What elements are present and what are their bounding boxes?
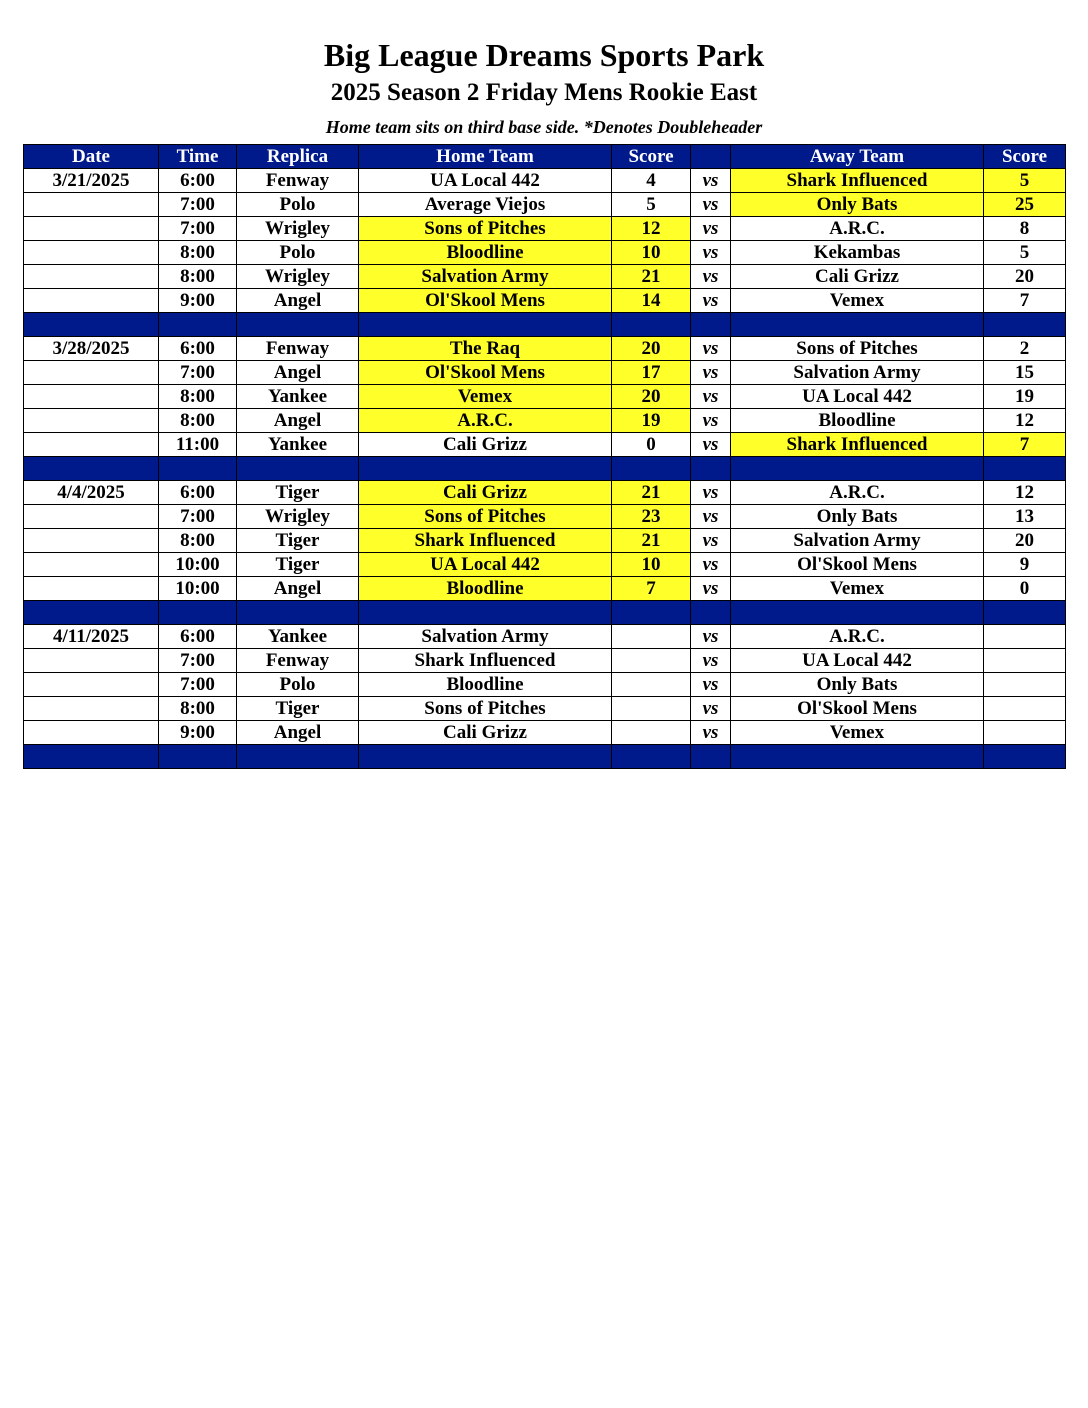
replica-cell: Angel [237, 577, 359, 601]
vs-label: vs [691, 265, 731, 289]
replica-cell: Angel [237, 409, 359, 433]
date-cell [24, 697, 159, 721]
col-header-time: Time [159, 145, 237, 169]
away-score-cell: 7 [984, 433, 1066, 457]
col-header-away-score: Score [984, 145, 1066, 169]
home-score-cell [612, 649, 691, 673]
separator-cell [612, 601, 691, 625]
date-cell [24, 433, 159, 457]
home-score-cell: 5 [612, 193, 691, 217]
separator-cell [24, 745, 159, 769]
away-score-cell: 15 [984, 361, 1066, 385]
home-team-cell: Salvation Army [359, 625, 612, 649]
replica-cell: Yankee [237, 385, 359, 409]
home-score-cell: 10 [612, 553, 691, 577]
game-row [24, 697, 1066, 721]
col-header-away-team: Away Team [731, 145, 984, 169]
game-row [24, 577, 1066, 601]
home-team-cell: Bloodline [359, 241, 612, 265]
away-score-cell: 0 [984, 577, 1066, 601]
away-team-cell: Shark Influenced [731, 169, 984, 193]
home-team-cell: Bloodline [359, 673, 612, 697]
home-score-cell: 17 [612, 361, 691, 385]
replica-cell: Tiger [237, 553, 359, 577]
away-team-cell: A.R.C. [731, 625, 984, 649]
home-score-cell [612, 625, 691, 649]
time-cell: 10:00 [159, 577, 237, 601]
away-team-cell: Salvation Army [731, 361, 984, 385]
page-subtitle: 2025 Season 2 Friday Mens Rookie East [330, 79, 758, 106]
vs-label: vs [691, 673, 731, 697]
game-row [24, 409, 1066, 433]
home-score-cell: 12 [612, 217, 691, 241]
away-score-cell: 7 [984, 289, 1066, 313]
separator-cell [731, 457, 984, 481]
home-team-cell: The Raq [359, 337, 612, 361]
replica-cell: Wrigley [237, 217, 359, 241]
col-header-date: Date [24, 145, 159, 169]
home-score-cell: 10 [612, 241, 691, 265]
separator-cell [359, 745, 612, 769]
time-cell: 8:00 [159, 697, 237, 721]
separator-cell [359, 601, 612, 625]
time-cell: 11:00 [159, 433, 237, 457]
date-cell [24, 289, 159, 313]
home-team-cell: Cali Grizz [359, 481, 612, 505]
separator-cell [612, 745, 691, 769]
away-team-cell: Sons of Pitches [731, 337, 984, 361]
replica-cell: Yankee [237, 625, 359, 649]
home-score-cell: 21 [612, 481, 691, 505]
time-cell: 6:00 [159, 625, 237, 649]
time-cell: 7:00 [159, 361, 237, 385]
game-row [24, 721, 1066, 745]
vs-label: vs [691, 289, 731, 313]
away-team-cell: Only Bats [731, 505, 984, 529]
date-cell [24, 217, 159, 241]
home-score-cell: 23 [612, 505, 691, 529]
away-score-cell: 20 [984, 265, 1066, 289]
time-cell: 6:00 [159, 169, 237, 193]
replica-cell: Wrigley [237, 265, 359, 289]
home-score-cell [612, 697, 691, 721]
vs-label: vs [691, 385, 731, 409]
game-row [24, 625, 1066, 649]
home-score-cell: 20 [612, 337, 691, 361]
date-cell [24, 385, 159, 409]
date-cell [24, 409, 159, 433]
home-team-cell: Cali Grizz [359, 721, 612, 745]
vs-label: vs [691, 625, 731, 649]
game-row [24, 337, 1066, 361]
away-team-cell: UA Local 442 [731, 649, 984, 673]
game-row [24, 481, 1066, 505]
date-cell [24, 649, 159, 673]
time-cell: 7:00 [159, 193, 237, 217]
away-team-cell: Only Bats [731, 193, 984, 217]
week-separator-row [24, 457, 1066, 481]
separator-cell [159, 601, 237, 625]
home-score-cell: 21 [612, 265, 691, 289]
game-row [24, 169, 1066, 193]
time-cell: 7:00 [159, 673, 237, 697]
game-row [24, 505, 1066, 529]
home-team-cell: UA Local 442 [359, 169, 612, 193]
date-cell [24, 673, 159, 697]
away-team-cell: UA Local 442 [731, 385, 984, 409]
week-separator-row [24, 745, 1066, 769]
col-header-home-team: Home Team [359, 145, 612, 169]
home-score-cell: 20 [612, 385, 691, 409]
week-separator-row [24, 313, 1066, 337]
col-header-home-score: Score [612, 145, 691, 169]
away-team-cell: Only Bats [731, 673, 984, 697]
vs-label: vs [691, 649, 731, 673]
vs-label: vs [691, 553, 731, 577]
vs-label: vs [691, 241, 731, 265]
vs-label: vs [691, 505, 731, 529]
replica-cell: Polo [237, 193, 359, 217]
game-row [24, 361, 1066, 385]
home-score-cell: 14 [612, 289, 691, 313]
away-score-cell: 19 [984, 385, 1066, 409]
date-cell [24, 241, 159, 265]
replica-cell: Fenway [237, 169, 359, 193]
date-cell: 4/4/2025 [24, 481, 159, 505]
away-team-cell: A.R.C. [731, 481, 984, 505]
time-cell: 6:00 [159, 337, 237, 361]
away-score-cell: 2 [984, 337, 1066, 361]
replica-cell: Tiger [237, 529, 359, 553]
separator-cell [731, 313, 984, 337]
replica-cell: Tiger [237, 481, 359, 505]
schedule-body [24, 169, 1066, 769]
game-row [24, 673, 1066, 697]
separator-cell [24, 601, 159, 625]
date-cell [24, 553, 159, 577]
separator-cell [24, 313, 159, 337]
away-score-cell: 5 [984, 169, 1066, 193]
vs-label: vs [691, 697, 731, 721]
vs-label: vs [691, 721, 731, 745]
home-team-cell: Cali Grizz [359, 433, 612, 457]
separator-cell [159, 457, 237, 481]
date-cell [24, 265, 159, 289]
date-cell: 3/28/2025 [24, 337, 159, 361]
page-title: Big League Dreams Sports Park [323, 37, 765, 73]
away-team-cell: Vemex [731, 289, 984, 313]
separator-cell [359, 313, 612, 337]
replica-cell: Fenway [237, 649, 359, 673]
vs-label: vs [691, 217, 731, 241]
home-team-cell: Sons of Pitches [359, 697, 612, 721]
away-score-cell: 9 [984, 553, 1066, 577]
away-score-cell: 25 [984, 193, 1066, 217]
away-team-cell: Cali Grizz [731, 265, 984, 289]
date-cell: 4/11/2025 [24, 625, 159, 649]
replica-cell: Angel [237, 361, 359, 385]
date-cell [24, 193, 159, 217]
vs-label: vs [691, 577, 731, 601]
date-cell [24, 721, 159, 745]
home-score-cell [612, 721, 691, 745]
away-team-cell: Ol'Skool Mens [731, 697, 984, 721]
home-team-cell: Sons of Pitches [359, 217, 612, 241]
date-cell: 3/21/2025 [24, 169, 159, 193]
away-team-cell: Vemex [731, 577, 984, 601]
home-team-cell: Vemex [359, 385, 612, 409]
home-score-cell: 7 [612, 577, 691, 601]
away-score-cell: 13 [984, 505, 1066, 529]
separator-cell [612, 313, 691, 337]
game-row [24, 217, 1066, 241]
away-score-cell: 5 [984, 241, 1066, 265]
separator-cell [731, 601, 984, 625]
separator-cell [159, 313, 237, 337]
away-score-cell: 12 [984, 481, 1066, 505]
date-cell [24, 361, 159, 385]
separator-cell [691, 745, 731, 769]
separator-cell [984, 457, 1066, 481]
replica-cell: Polo [237, 673, 359, 697]
schedule-table [23, 144, 1066, 769]
away-score-cell [984, 625, 1066, 649]
vs-label: vs [691, 529, 731, 553]
time-cell: 7:00 [159, 649, 237, 673]
away-score-cell: 8 [984, 217, 1066, 241]
separator-cell [984, 745, 1066, 769]
separator-cell [359, 457, 612, 481]
away-team-cell: Salvation Army [731, 529, 984, 553]
home-team-cell: Shark Influenced [359, 529, 612, 553]
home-team-cell: Ol'Skool Mens [359, 361, 612, 385]
vs-label: vs [691, 409, 731, 433]
replica-cell: Angel [237, 289, 359, 313]
date-cell [24, 529, 159, 553]
time-cell: 6:00 [159, 481, 237, 505]
game-row [24, 553, 1066, 577]
separator-cell [159, 745, 237, 769]
time-cell: 8:00 [159, 265, 237, 289]
separator-cell [691, 601, 731, 625]
game-row [24, 193, 1066, 217]
away-score-cell [984, 721, 1066, 745]
header-row [24, 145, 1066, 169]
home-score-cell: 19 [612, 409, 691, 433]
game-row [24, 649, 1066, 673]
game-row [24, 265, 1066, 289]
separator-cell [24, 457, 159, 481]
game-row [24, 385, 1066, 409]
schedule-note: Home team sits on third base side. *Denotes Doubleheader [325, 117, 763, 137]
vs-label: vs [691, 337, 731, 361]
time-cell: 9:00 [159, 721, 237, 745]
vs-label: vs [691, 361, 731, 385]
away-score-cell [984, 673, 1066, 697]
replica-cell: Yankee [237, 433, 359, 457]
away-score-cell: 12 [984, 409, 1066, 433]
home-team-cell: Shark Influenced [359, 649, 612, 673]
time-cell: 8:00 [159, 529, 237, 553]
home-team-cell: Sons of Pitches [359, 505, 612, 529]
game-row [24, 529, 1066, 553]
date-cell [24, 577, 159, 601]
separator-cell [237, 313, 359, 337]
home-score-cell: 21 [612, 529, 691, 553]
replica-cell: Angel [237, 721, 359, 745]
vs-label: vs [691, 481, 731, 505]
away-score-cell [984, 649, 1066, 673]
col-header-replica: Replica [237, 145, 359, 169]
home-team-cell: A.R.C. [359, 409, 612, 433]
home-team-cell: Salvation Army [359, 265, 612, 289]
vs-label: vs [691, 433, 731, 457]
separator-cell [612, 457, 691, 481]
home-team-cell: UA Local 442 [359, 553, 612, 577]
time-cell: 8:00 [159, 409, 237, 433]
week-separator-row [24, 601, 1066, 625]
home-team-cell: Average Viejos [359, 193, 612, 217]
away-score-cell [984, 697, 1066, 721]
vs-label: vs [691, 169, 731, 193]
date-cell [24, 505, 159, 529]
replica-cell: Fenway [237, 337, 359, 361]
separator-cell [691, 313, 731, 337]
game-row [24, 289, 1066, 313]
separator-cell [731, 745, 984, 769]
away-team-cell: Kekambas [731, 241, 984, 265]
separator-cell [984, 601, 1066, 625]
time-cell: 10:00 [159, 553, 237, 577]
away-team-cell: A.R.C. [731, 217, 984, 241]
time-cell: 8:00 [159, 241, 237, 265]
home-team-cell: Ol'Skool Mens [359, 289, 612, 313]
time-cell: 7:00 [159, 217, 237, 241]
replica-cell: Wrigley [237, 505, 359, 529]
home-team-cell: Bloodline [359, 577, 612, 601]
home-score-cell: 0 [612, 433, 691, 457]
separator-cell [984, 313, 1066, 337]
away-team-cell: Vemex [731, 721, 984, 745]
vs-label: vs [691, 193, 731, 217]
time-cell: 8:00 [159, 385, 237, 409]
time-cell: 7:00 [159, 505, 237, 529]
separator-cell [237, 457, 359, 481]
separator-cell [237, 745, 359, 769]
game-row [24, 241, 1066, 265]
col-header-vs [691, 145, 731, 169]
time-cell: 9:00 [159, 289, 237, 313]
away-team-cell: Bloodline [731, 409, 984, 433]
home-score-cell: 4 [612, 169, 691, 193]
separator-cell [691, 457, 731, 481]
away-team-cell: Ol'Skool Mens [731, 553, 984, 577]
home-score-cell [612, 673, 691, 697]
away-team-cell: Shark Influenced [731, 433, 984, 457]
replica-cell: Tiger [237, 697, 359, 721]
separator-cell [237, 601, 359, 625]
replica-cell: Polo [237, 241, 359, 265]
away-score-cell: 20 [984, 529, 1066, 553]
game-row [24, 433, 1066, 457]
